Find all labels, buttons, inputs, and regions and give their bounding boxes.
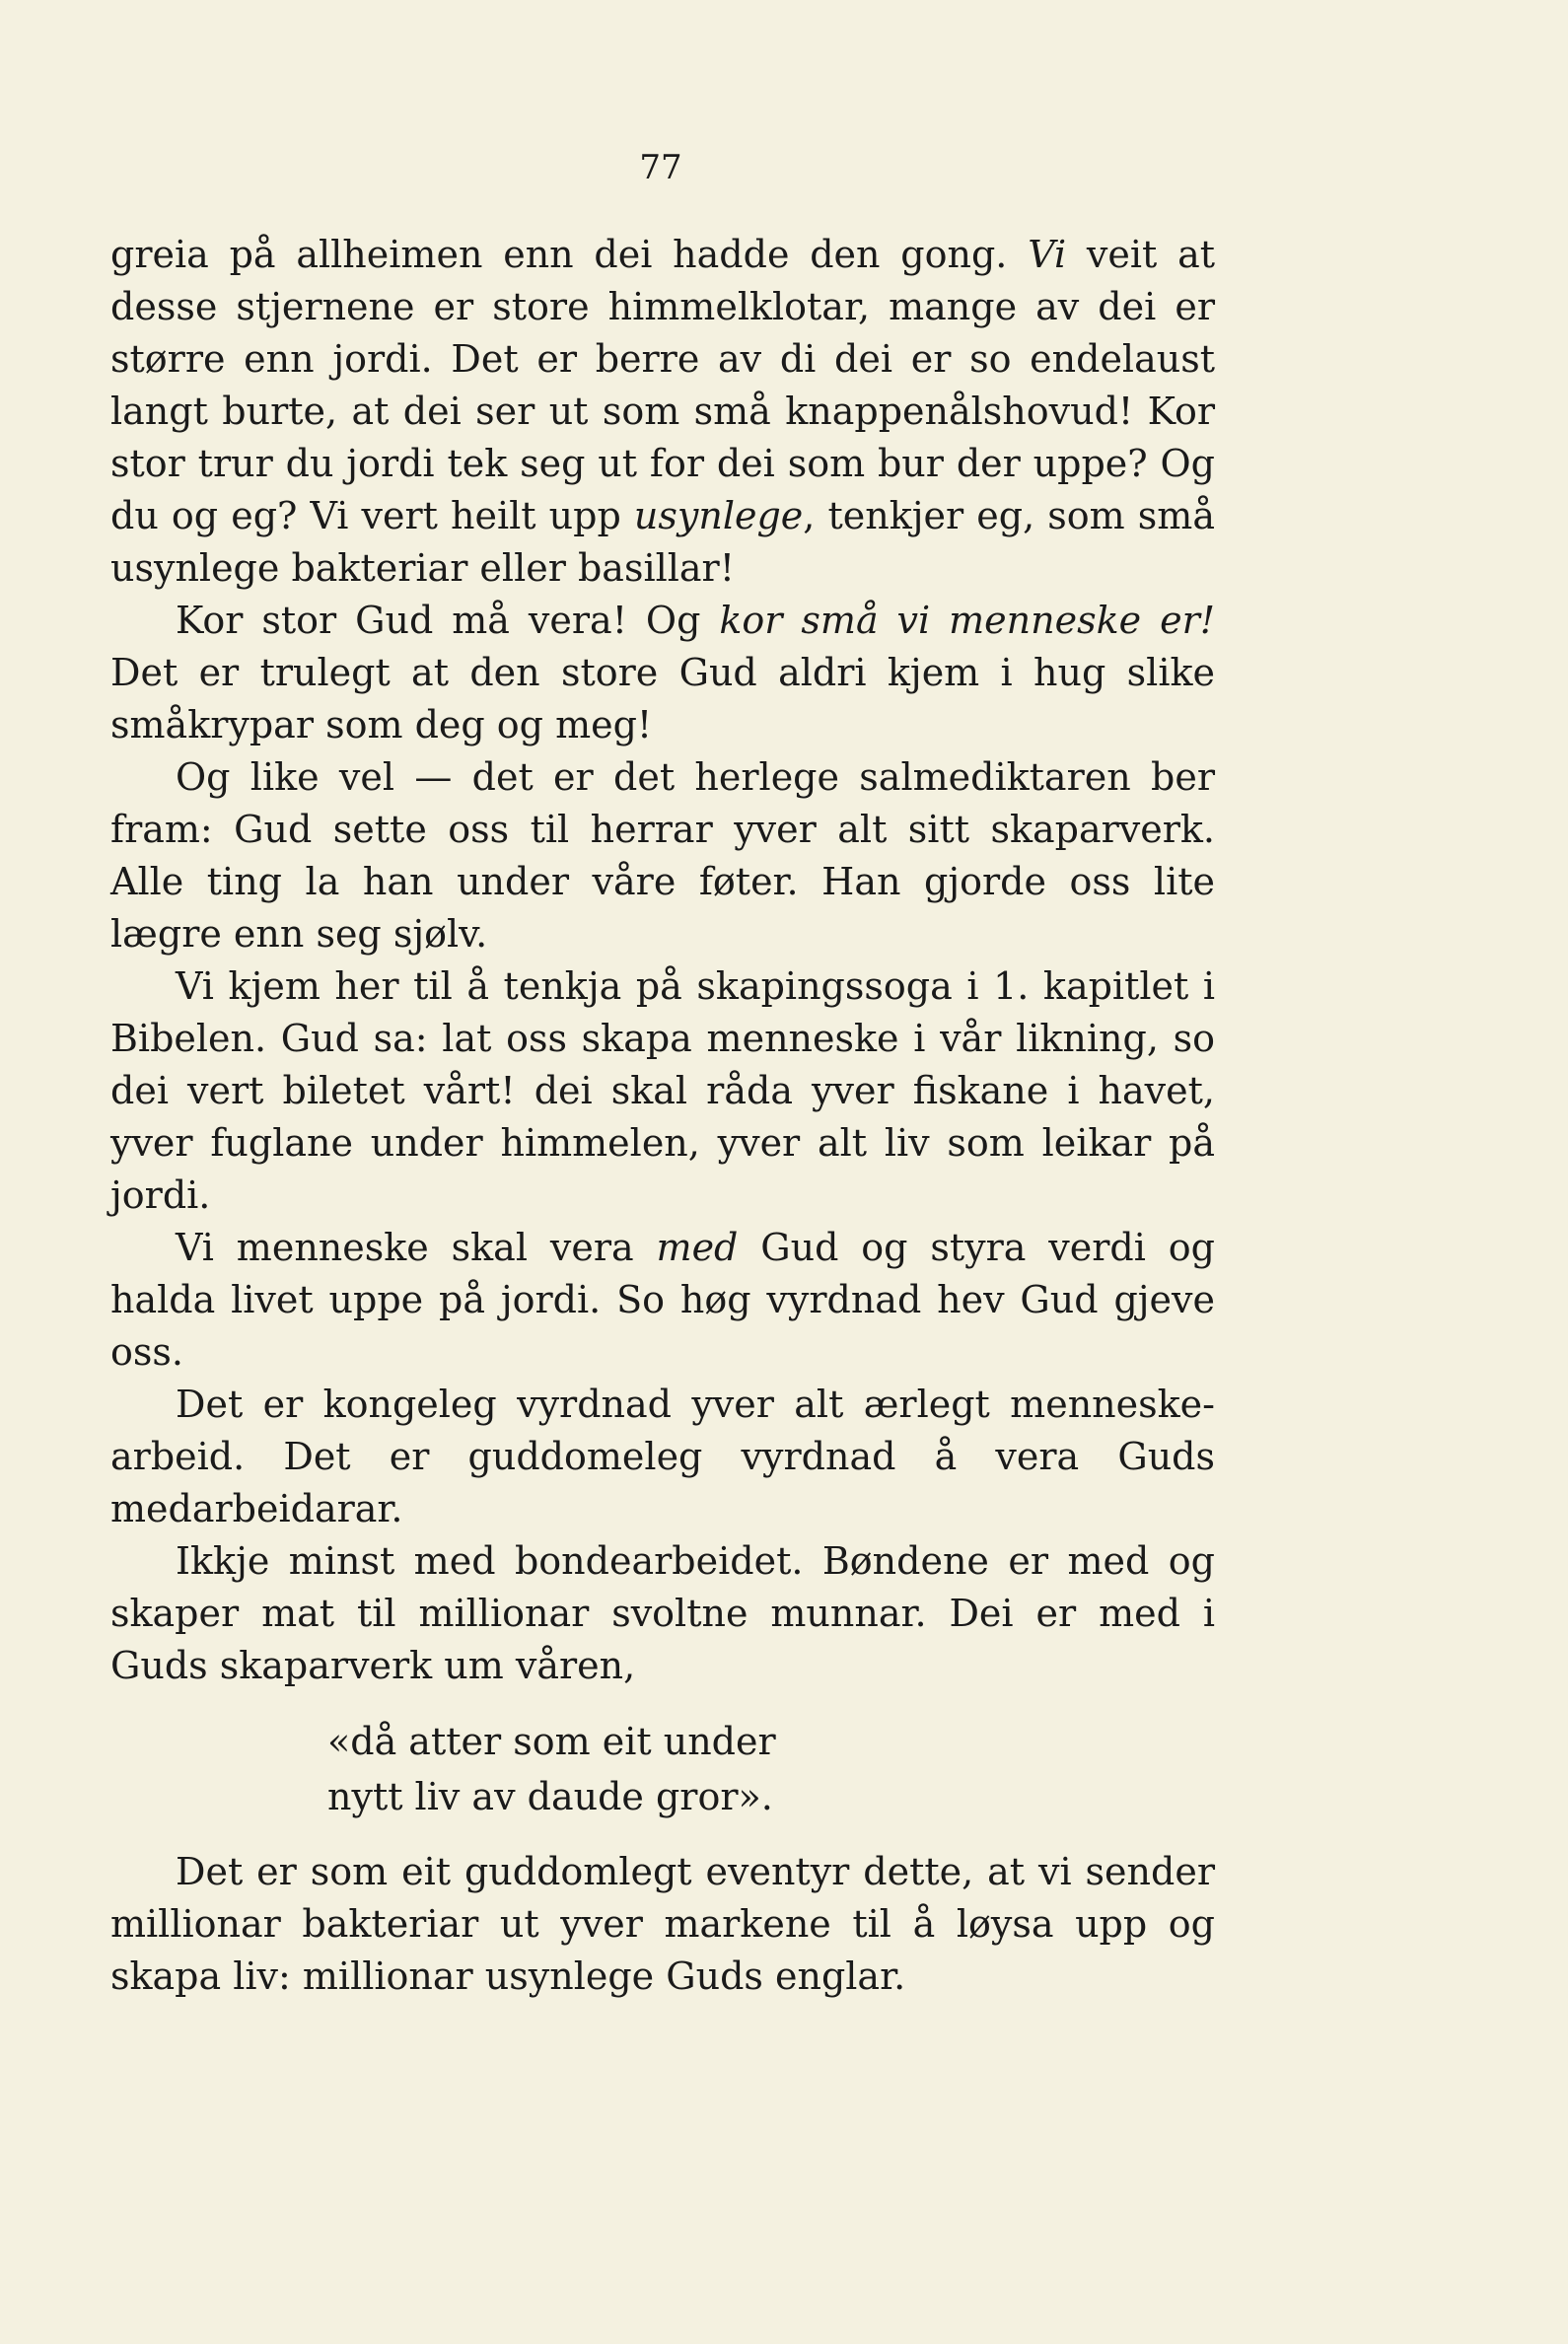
italic-text: usynlege (633, 494, 804, 537)
paragraph (110, 1222, 1215, 1379)
paragraph (110, 229, 1215, 595)
body-text (110, 229, 1215, 2003)
text-segment: Kor stor Gud må vera! Og (176, 599, 720, 642)
italic-text: med (656, 1226, 739, 1269)
text-segment: Gud og styra verdi og halda livet uppe på jordi. So høg vyrdnad hev Gud gjeve oss. (110, 1226, 1215, 1374)
text-segment: veit at desse stjernene er store himmelklotar, mange av dei er større enn jordi. Det er berre av di dei er so endelaust langt burte, at dei ser ut som små knappenålshovud! Kor stor trur du jordi tek seg ut for dei som bur der uppe? Og du og eg? Vi vert heilt upp (110, 233, 1216, 537)
paragraph (110, 751, 1215, 960)
italic-text: Vi (1028, 233, 1067, 276)
text-segment: Vi menneske skal vera (176, 1226, 657, 1269)
poem-quote (327, 1714, 1215, 1824)
page-number: 77 (639, 148, 682, 187)
paragraph (110, 1379, 1215, 1535)
paragraph (110, 595, 1215, 751)
text-segment: greia på allheimen enn dei hadde den gong. (110, 233, 1029, 276)
paragraph (110, 960, 1215, 1222)
quote-line: «då atter som eit under (327, 1720, 776, 1763)
text-segment: Ikkje minst med bondearbeidet. Bøndene er med og skaper mat til millionar svoltne munnar. Dei er med i Guds skaparverk um våren, (110, 1539, 1215, 1687)
quote-line: nytt liv av daude gror». (327, 1775, 773, 1818)
paragraph-list (110, 229, 1215, 1692)
text-segment: Det er trulegt at den store Gud aldri kjem i hug slike småkrypar som deg og meg! (110, 651, 1215, 746)
italic-text: kor små vi menneske er! (719, 599, 1215, 642)
text-segment: , tenkjer eg, som små usynlege bakteriar eller basillar! (110, 494, 1215, 590)
text-segment: Og like vel — det er det herlege salmediktaren ber fram: Gud sette oss til herrar yver alt sitt skaparverk. Alle ting la han under våre føter. Han gjorde oss lite lægre enn seg sjølv. (110, 755, 1215, 956)
text-segment: Det er kongeleg vyrdnad yver alt ærlegt menneske-arbeid. Det er guddomeleg vyrdnad å vera Guds medarbeidarar. (110, 1383, 1215, 1530)
paragraph (110, 1535, 1215, 1692)
text-segment: Vi kjem her til å tenkja på skapingssoga i 1. kapitlet i Bibelen. Gud sa: lat oss skapa menneske i vår likning, so dei vert biletet vårt! dei skal råda yver fiskane i havet, yver fuglane under himmelen, yver alt liv som leikar på jordi. (110, 964, 1215, 1217)
paragraph: Det er som eit guddomlegt eventyr dette, at vi sender millionar bakteriar ut yver markene til å løysa upp og skapa liv: millionar usynlege Guds englar. (110, 1850, 1215, 1998)
